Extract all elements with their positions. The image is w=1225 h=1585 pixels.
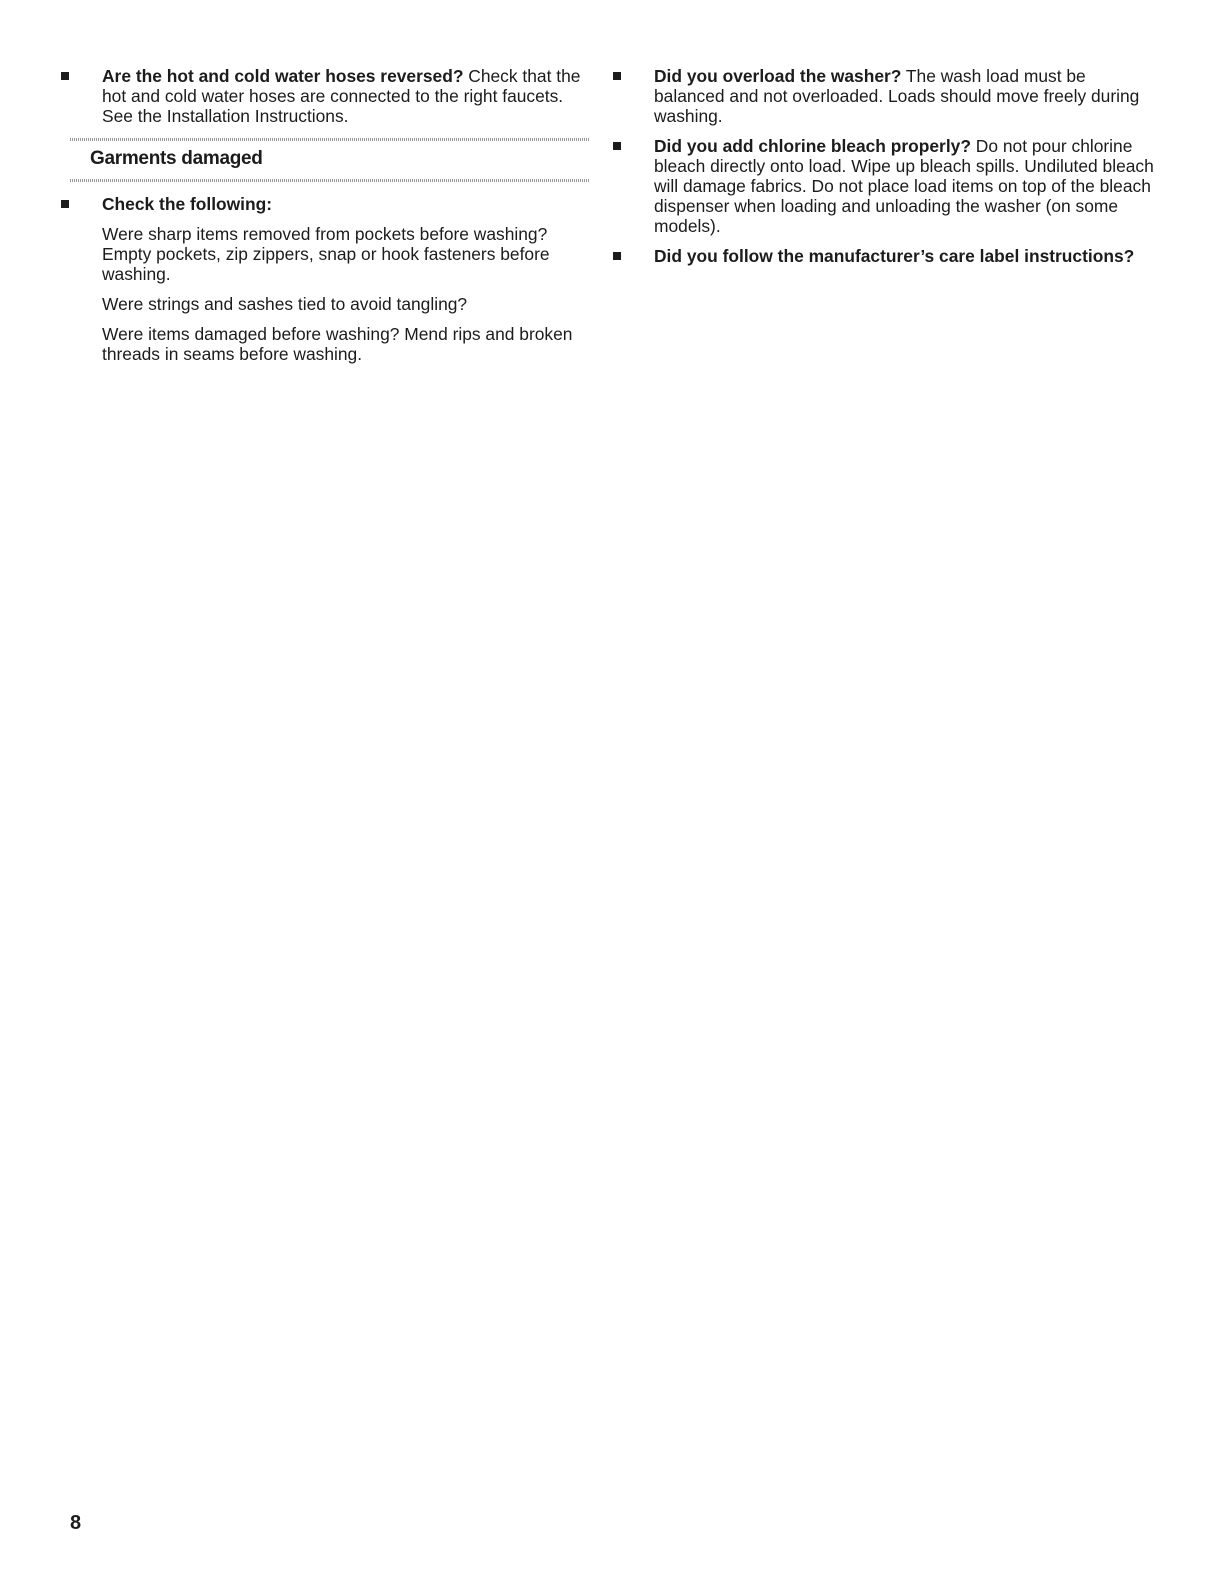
section-header [60, 138, 595, 182]
square-bullet-icon [61, 200, 69, 208]
list-item-overload [612, 66, 1157, 126]
paragraph-strings-sashes: Were strings and sashes tied to avoid tangling? [102, 294, 468, 314]
item-question: Did you overload the washer? [654, 66, 902, 86]
page-number: 8 [70, 1512, 82, 1534]
list-item-care-label [612, 246, 1157, 266]
item-answer: Do not pour chlorine bleach directly onto load. Wipe up bleach spills. Undiluted bleach will damage fabrics. Do not place load items on top of the bleach dispenser when loading and unloading the washer (on some models). [654, 136, 1154, 236]
paragraph-items-damaged: Were items damaged before washing? Mend rips and broken threads in seams before washing. [102, 324, 573, 364]
list-item-check-following [60, 194, 595, 214]
item-question: Did you follow the manufacturer’s care label instructions? [654, 246, 1135, 266]
item-answer: The wash load must be balanced and not overloaded. Loads should move freely during washing. [654, 66, 1140, 126]
left-column [60, 66, 595, 374]
square-bullet-icon [613, 72, 621, 80]
section-divider-bottom [70, 179, 590, 182]
item-answer: Check that the hot and cold water hoses are connected to the right faucets. See the Installation Instructions. [102, 66, 581, 126]
section-title: Garments damaged [90, 148, 263, 169]
square-bullet-icon [61, 72, 69, 80]
list-item-chlorine-bleach [612, 136, 1157, 236]
right-column [612, 66, 1157, 276]
item-question: Are the hot and cold water hoses reversed? [102, 66, 464, 86]
paragraph-sharp-items: Were sharp items removed from pockets before washing? Empty pockets, zip zippers, snap or hook fasteners before washing. [102, 224, 550, 284]
item-question: Did you add chlorine bleach properly? [654, 136, 971, 156]
square-bullet-icon [613, 252, 621, 260]
item-question: Check the following: [102, 194, 273, 214]
square-bullet-icon [613, 142, 621, 150]
section-divider-top [70, 138, 590, 141]
list-item-hoses-reversed [60, 66, 595, 126]
